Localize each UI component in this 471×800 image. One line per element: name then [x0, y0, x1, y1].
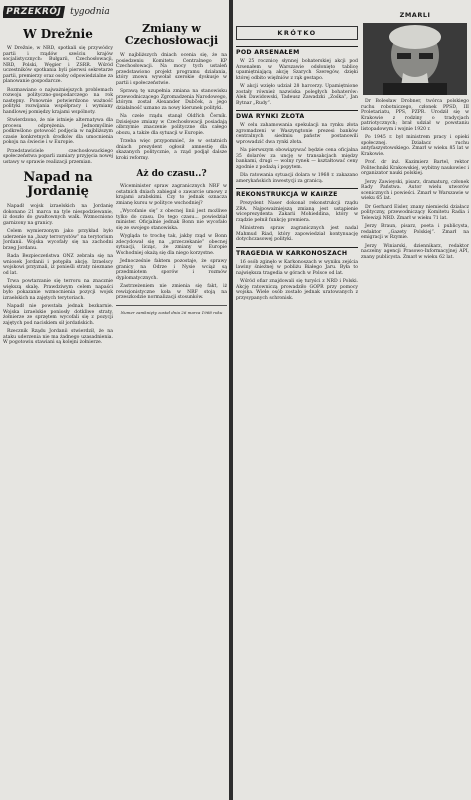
- paragraph: Rozmawiano o najważniejszych problemach rozwoju polityczno-gospodarczego na rok następny. Ponownie potwierdzono ważność polityki rozwijania współpracy i wymiany handlowej pomiędzy krajami wspólnoty.: [3, 87, 113, 115]
- masthead-logo: PRZEKRÓJ: [3, 6, 65, 18]
- headline-dreznie: W Drežnie: [23, 27, 93, 41]
- headline-zmiany: Zmiany w Czechosłowacji: [124, 22, 219, 47]
- headline-napad: Napad na Jordanię: [23, 170, 93, 199]
- paragraph: Jerzy Winiarski, dziennikarz, redaktor naczelny agencji Prasowo-Informacyjnej API, znany publicysta. Zmarł w wieku 62 lat.: [361, 243, 469, 260]
- paragraph: W Drežnie, w NRD, spotkali się przywódcy partii i rządów sześciu krajów socjalistycznych: Bułgarii, Czechosłowacji, NRD, Polski, Węgier i ZSRR. Wśród uczestników spotkania byli pierwsi sekretarze partii, premierzy oraz osoby odpowiedzialne za planowanie gospodarcze.: [3, 46, 113, 84]
- paragraph: „Wycofanie się” z obecnej linii jest możliwe tylko do czasu. Do tego czasu... powiedział minister. Oficjalnie jednak Bonn nie wycofało się ze swojego stanowiska.: [116, 209, 227, 231]
- paragraph: Na czele rządu stanął Oldřich Černík. Dzisiejsze zmiany w Czechosłowacji posiadają olbrzymie znaczenie polityczne dla całego obozu, a także dla sytuacji w Europie.: [116, 114, 227, 136]
- paragraph: Na pierwszym obowiązywać będzie cena oficjalna 35 dolarów za uncję w transakcjach między bankami, drugi — wolny rynek — kształtować ceny zgodnie z podażą i popytem.: [236, 148, 358, 170]
- paragraph: Jerzy Braun, pisarz, poeta i publicysta, redaktor „Gazety Polskiej”. Zmarł na emigracji w Rzymie.: [361, 224, 469, 240]
- paragraph: Sprawą tę uzupełnia zmiana na stanowisku przewodniczącego Zgromadzenia Narodowego, którym został Alexander Dubček, a jego działalność uznano za nowy kierunek polityki.: [116, 89, 227, 111]
- paragraph: Celem wymierzonym jako przykład było uderzenie na „bazy terrorystów” na terytorium Jordanii. Wojska wycofały się na zachodni brzeg Jordanu.: [3, 229, 113, 251]
- paragraph: Wygląda to trochę tak, jakby rząd w Bonn zdecydował się na „przeczekanie” obecnej sytuacji, licząc, że zmiany w Europie Wschodniej okażą się dla niego korzystne.: [116, 234, 227, 256]
- paragraph: Wśród ofiar znajdowali się turyści z NRD i Polski. Akcję ratowniczą prowadziło GOPR przy pomocy wojska. Wiele osób zostało jednak uratowanych z przysypanych schronisk.: [236, 279, 358, 301]
- paragraph: Prof. dr inż. Kazimierz Bartel, rektor Politechniki Krakowskiej, wybitny naukowiec i organizator nauki polskiej.: [361, 160, 469, 176]
- section-tragedia: TRAGEDIA W KARKONOSZACH: [236, 247, 358, 257]
- column-3: [236, 3, 358, 798]
- paragraph: Napadł nie powstała jednak bezkarnie. Wojska izraelskie poniosły dotkliwe straty, żołnierze ze sprzętem wycofali się z pozycji zajętych pod naciskiem sił jordańskich.: [3, 304, 113, 326]
- paragraph: Dr Bolesław Drobner, twórca polskiego ruchu robotniczego, członek PPSD, III Proletariatu, PPS, PZPR. Urodził się w Krakowie z rodziny o tradycjach patriotycznych; brał udział w powstaniu listopadowym i wojnie 1920 r.: [361, 99, 469, 132]
- section-dwa-rynki-zlota: DWA RYNKI ZŁOTA: [236, 110, 358, 120]
- paragraph: Po 1945 r. był ministrem pracy i opieki społecznej. Działacz ruchu antyfaszystowskiego. Zmarł w wieku 85 lat w Krakowie.: [361, 135, 469, 157]
- paragraph: Wiceminister spraw zagranicznych NRF w ostatnich dniach zabiegał o zawarcie umowy z krajami arabskimi. Czy to jednak oznacza zmianę kursu w polityce wschodniej?: [116, 184, 227, 206]
- column-1: [3, 3, 113, 798]
- section-rekonstrukcja: REKONSTRUKCJA W KAIRZE: [236, 188, 358, 198]
- column-2: [116, 3, 227, 798]
- paragraph: 16 osób zginęło w Karkonoszach w wyniku zejścia lawiny śnieżnej w pobliżu Białego Jaru. Była to największa tragedia w górach w Polsce od lat.: [236, 259, 358, 276]
- paragraph: W 25 rocznicę słynnej bohaterskiej akcji pod Arsenałem w Warszawie odsłonięto tablicę upamiętniającą akcję Szarych Szeregów, dzięki której odbito więźniów z rąk gestapo.: [236, 59, 358, 81]
- paragraph: Ministrem spraw zagranicznych jest nadal Mahmud Riad, który zapowiedział kontynuację dotychczasowej polityki.: [236, 226, 358, 242]
- article-zmiany: [116, 53, 227, 161]
- paragraph: Jerzy Zawieyski, pisarz, dramaturg, członek Rady Państwa. Autor wielu utworów scenicznych i powieści. Zmarł w Warszawie w wieku 65 lat.: [361, 179, 469, 201]
- article-napad: [3, 204, 113, 346]
- paragraph: Stwierdzono, że nie istnieje alternatywa dla procesu odprężenia. Jednomyślnie podkreślono gotowość podjęcia w najbliższym czasie konkretnych środków dla umocnienia pokoju na świecie i w Europie.: [3, 118, 113, 145]
- paragraph: Rada Bezpieczeństwa ONZ zebrała się na wniosek Jordanii i potępiła akcję. Izraelscy wojskowi przyznali, iż ponieśli straty nieznane od lat.: [3, 254, 113, 276]
- issue-closing-note: Numer zamknięty został dnia 26 marca 1968 roku: [120, 309, 223, 315]
- paragraph: W najbliższych dniach ocenia się, że na posiedzeniu Komitetu Centralnego KP Czechosłowacji. Na mocy tych ustaleń przedstawiono projekt programu działania, który znowu wywołał szerokie dyskusje w partii i społeczeństwie.: [116, 53, 227, 86]
- headline-az-do-czasu: Aż do czasu..?: [136, 169, 207, 179]
- paragraph: Dla ratowania sytuacji dolara w 1968 r. zakazano amerykańskich inwestycji za granicą.: [236, 173, 358, 184]
- paragraph: Napadł wojsk izraelskich na Jordanię dokonano 21 marca na tyle niespodziewanie, iż doszło do gwałtownych walk. Wzmocniono garnizony na granicy.: [3, 204, 113, 226]
- paragraph: Trzeba więc przypomnieć, że w ostatnich dniach prezydent ogłosił amnestię dla skazanych politycznie, a rząd podjął dalsze kroki reformy.: [116, 139, 227, 161]
- paragraph: W celu zahamowania spekulacji na rynku złota zgromadzeni w Waszyngtonie prezesi banków centralnych siedmiu państw postanowili wprowadzić dwa rynki złota.: [236, 123, 358, 145]
- portrait-image: [363, 23, 467, 95]
- column-4: [361, 3, 469, 798]
- zmarli-header: ZMARLI: [399, 11, 431, 19]
- paragraph: Rzecznik Rządu Jordanii stwierdził, że na ataku uderzenia nie ma żadnego uzasadnienia. W pogotowiu stawiani są kolejni żołnierze.: [3, 329, 113, 345]
- column-divider: [229, 0, 233, 800]
- paragraph: Trwa powtarzanie się terroru na znacznie większą skalę. Prawdziwym celem napaści było pokazanie wzmocnienia pozycji wojsk izraelskich na zajętych terytoriach.: [3, 279, 113, 301]
- portrait-photo: [363, 23, 467, 95]
- paragraph: Prezydent Naser dokonał rekonstrukcji rządu ZRA. Najpoważniejszą zmianą jest ustąpienie wiceprezydenta Zakarii Mohieddina, który w rządzie pełnił funkcję premiera.: [236, 201, 358, 223]
- article-az-do-czasu: [116, 184, 227, 301]
- paragraph: W akcji wzięło udział 28 harcerzy. Upamiętnione zostały również nazwiska poległych bohaterów: Alek Dawidowski, Tadeusz Zawadzki „Zośka”, Jan Bytnar „Rudy”.: [236, 84, 358, 106]
- krotko-header: KRÓTKO: [236, 26, 358, 40]
- masthead: [3, 3, 113, 21]
- paragraph: Dr Gerhard Eisler, znany niemiecki działacz polityczny, przewodniczący Komitetu Radia i Telewizji NRD. Zmarł w wieku 71 lat.: [361, 204, 469, 221]
- masthead-section: tygodnia: [70, 7, 110, 17]
- paragraph: Przedstawiciele czechosłowackiego społeczeństwa poparli zamiary przyjęcia nowej ustawy w sprawie realizacji przemian.: [3, 148, 113, 165]
- paragraph: Jednocześnie faktem pozostaje, że sprawy granicy na Odrze i Nysie wciąż są przedmiotem sporów i rozmów dyplomatycznych.: [116, 259, 227, 281]
- article-dreznie: [3, 46, 113, 165]
- divider: [116, 305, 227, 306]
- section-pod-arsenalem: POD ARSENAŁEM: [236, 46, 358, 56]
- paragraph: Zastrzeżeniem nie zmienia się fakt, iż rewizjonistyczne koła w NRF stoją na przeszkodzie normalizacji stosunków.: [116, 284, 227, 300]
